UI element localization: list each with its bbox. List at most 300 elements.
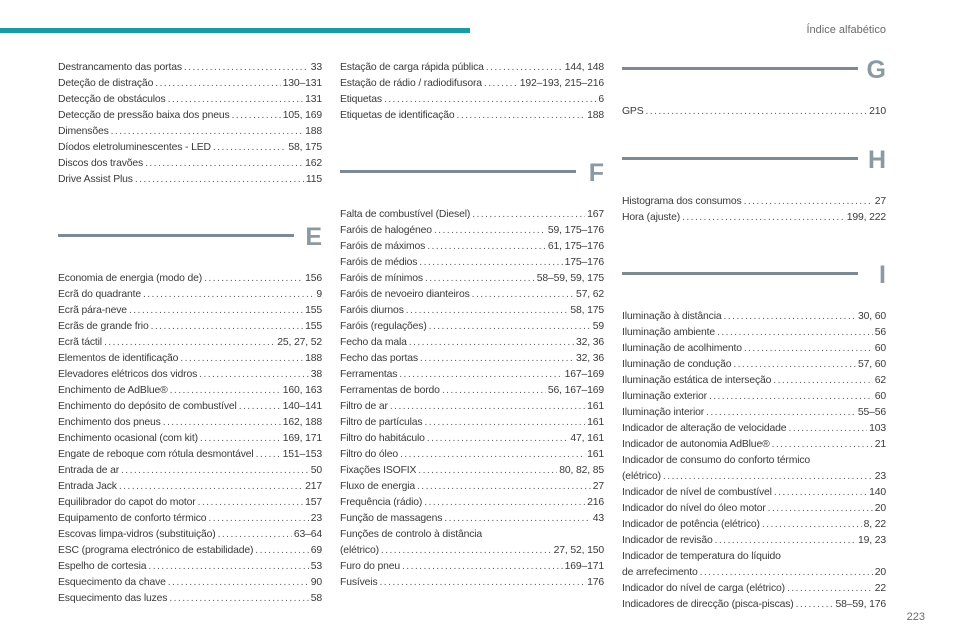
index-entry — [58, 271, 322, 287]
dot-leader — [135, 172, 304, 188]
entry-page-ref: 188 — [305, 353, 322, 364]
index-entry — [340, 367, 604, 383]
index-entry — [58, 399, 322, 415]
entry-page-ref: 115 — [305, 174, 322, 185]
index-entry — [58, 495, 322, 511]
index-entry — [340, 335, 604, 351]
dot-leader — [472, 207, 585, 223]
entry-term-continued: (elétrico) — [340, 545, 379, 556]
dot-leader — [484, 76, 518, 92]
entry-term: Deteção de distração — [58, 78, 154, 89]
index-entry — [58, 575, 322, 591]
index-entry — [622, 357, 886, 373]
index-entry — [58, 140, 322, 156]
entries-g — [622, 104, 886, 120]
index-entry — [622, 325, 886, 341]
section-letter: F — [588, 159, 604, 187]
index-column-3 — [622, 56, 886, 613]
entry-term: Estação de carga rápida pública — [340, 62, 484, 73]
dot-leader — [406, 303, 569, 319]
index-entry — [340, 76, 604, 92]
entry-page-ref: 56, 167–169 — [547, 385, 604, 396]
entry-page-ref: 59 — [592, 321, 604, 332]
index-entry — [340, 447, 604, 463]
entry-page-ref: 43 — [592, 513, 604, 524]
index-entry — [340, 575, 604, 591]
dot-leader — [111, 124, 303, 140]
dot-leader — [119, 479, 303, 495]
entry-page-ref: 144, 148 — [564, 62, 604, 73]
index-entry — [58, 335, 322, 351]
entry-page-ref: 103 — [869, 423, 886, 434]
index-entry — [622, 405, 886, 421]
section-rule — [622, 157, 858, 160]
dot-leader — [199, 367, 309, 383]
dot-leader — [717, 325, 873, 341]
section-letter: H — [867, 146, 886, 174]
index-entry — [340, 60, 604, 76]
dot-leader — [434, 223, 546, 239]
index-entry — [58, 319, 322, 335]
entry-page-ref: 155 — [305, 305, 322, 316]
dot-leader — [218, 527, 292, 543]
entry-page-ref: 9 — [316, 289, 322, 300]
index-entry — [58, 60, 322, 76]
index-entry — [340, 351, 604, 367]
dot-leader — [180, 351, 303, 367]
entries-i — [622, 309, 886, 613]
entry-term: Iluminação à distância — [622, 311, 722, 322]
entry-page-ref: 25, 27, 52 — [277, 337, 322, 348]
dot-leader — [151, 319, 304, 335]
entry-term: Frequência (rádio) — [340, 497, 423, 508]
dot-leader — [788, 421, 867, 437]
index-entry — [58, 172, 322, 188]
dot-leader — [472, 287, 574, 303]
entry-term: Filtro do óleo — [340, 449, 398, 460]
index-entry — [622, 597, 886, 613]
entry-term: Iluminação exterior — [622, 391, 707, 402]
dot-leader — [444, 511, 590, 527]
entries-h — [622, 194, 886, 226]
header-accent-bar — [0, 28, 470, 33]
entry-term: Filtro de partículas — [340, 417, 423, 428]
index-entry — [622, 517, 886, 533]
dot-leader — [409, 335, 574, 351]
entry-term: Faróis de halogéneo — [340, 225, 432, 236]
dot-leader — [768, 501, 873, 517]
entry-page-ref: 22 — [874, 583, 886, 594]
dot-leader — [420, 351, 574, 367]
entry-term: Filtro do habitáculo — [340, 433, 425, 444]
index-entry — [58, 591, 322, 607]
dot-leader — [198, 495, 304, 511]
index-entry — [340, 223, 604, 239]
dot-leader — [424, 415, 585, 431]
entries-e — [58, 271, 322, 607]
entry-term: Detecção de obstáculos — [58, 94, 166, 105]
entry-term: Iluminação de condução — [622, 359, 732, 370]
entry-term: Faróis diurnos — [340, 305, 404, 316]
dot-leader — [239, 399, 281, 415]
entry-page-ref: 157 — [305, 497, 322, 508]
entry-page-ref: 155 — [305, 321, 322, 332]
entry-page-ref: 58–59, 59, 175 — [536, 273, 604, 284]
entry-term: Faróis (regulações) — [340, 321, 427, 332]
entry-term: Faróis de máximos — [340, 241, 426, 252]
index-entry — [58, 383, 322, 399]
entry-page-ref: 188 — [587, 110, 604, 121]
dot-leader — [663, 469, 873, 485]
dot-leader — [184, 60, 309, 76]
dot-leader — [762, 517, 862, 533]
entry-page-ref: 23 — [874, 471, 886, 482]
entry-term: Elevadores elétricos dos vidros — [58, 369, 198, 380]
entry-term: Discos dos travões — [58, 158, 144, 169]
dot-leader — [774, 485, 867, 501]
dot-leader — [772, 437, 873, 453]
index-entry — [340, 287, 604, 303]
entry-page-ref: 216 — [587, 497, 604, 508]
entry-page-ref: 130–131 — [282, 78, 322, 89]
entry-term: Economia de energia (modo de) — [58, 273, 203, 284]
dot-leader — [168, 92, 304, 108]
entry-term: Destrancamento das portas — [58, 62, 182, 73]
entry-page-ref: 53 — [310, 561, 322, 572]
index-entry — [340, 415, 604, 431]
entry-term: Equilibrador do capot do motor — [58, 497, 196, 508]
entry-page-ref: 188 — [305, 126, 322, 137]
entry-page-ref: 27 — [592, 481, 604, 492]
dot-leader — [486, 60, 563, 76]
entry-term-continued: de arrefecimento — [622, 567, 698, 578]
entry-page-ref: 57, 60 — [858, 359, 886, 370]
section-letter: I — [879, 261, 886, 289]
entry-term: Espelho de cortesia — [58, 561, 147, 572]
index-column-1 — [58, 60, 322, 607]
entry-term: Etiquetas de identificação — [340, 110, 455, 121]
entry-term: Faróis de nevoeiro dianteiros — [340, 289, 470, 300]
section-letter: E — [305, 223, 322, 251]
entry-page-ref: 32, 36 — [576, 337, 604, 348]
entry-term: Ecrã do quadrante — [58, 289, 141, 300]
entry-term: Fusíveis — [340, 577, 378, 588]
index-entry — [622, 389, 886, 405]
dot-leader — [104, 335, 275, 351]
section-header-i — [622, 251, 886, 309]
entry-page-ref: 19, 23 — [858, 535, 886, 546]
index-entry — [58, 156, 322, 172]
dot-leader — [200, 431, 281, 447]
entry-page-ref: 27 — [874, 196, 886, 207]
dot-leader — [700, 565, 873, 581]
entry-page-ref: 105, 169 — [282, 110, 322, 121]
entry-term: Enchimento de AdBlue® — [58, 385, 168, 396]
index-entry — [58, 287, 322, 303]
entry-term: Ecrãs de grande frio — [58, 321, 149, 332]
entry-term: Filtro de ar — [340, 401, 388, 412]
index-entry — [58, 108, 322, 124]
entry-term: Iluminação ambiente — [622, 327, 716, 338]
entry-term: Ecrã táctil — [58, 337, 102, 348]
dot-leader — [384, 92, 596, 108]
index-entry — [340, 319, 604, 335]
dot-leader — [381, 543, 552, 559]
entry-page-ref: 56 — [874, 327, 886, 338]
entry-page-ref: 140–141 — [282, 401, 322, 412]
entry-term: Indicadores de direcção (pisca-piscas) — [622, 599, 794, 610]
entry-page-ref: 80, 82, 85 — [559, 465, 604, 476]
dot-leader — [457, 108, 586, 124]
index-entry — [340, 383, 604, 399]
index-entry — [58, 76, 322, 92]
dot-leader — [208, 511, 308, 527]
index-entry — [58, 511, 322, 527]
entry-term: ESC (programa electrónico de estabilidade) — [58, 545, 254, 556]
dot-leader — [773, 373, 872, 389]
entry-term: Indicador de consumo do conforto térmico — [622, 455, 811, 466]
index-entry — [622, 421, 886, 437]
index-entry — [622, 104, 886, 120]
entries-d — [58, 60, 322, 188]
entry-page-ref: 21 — [874, 439, 886, 450]
entry-term: Fixações ISOFIX — [340, 465, 417, 476]
index-entry — [340, 108, 604, 124]
entry-page-ref: 199, 222 — [846, 212, 886, 223]
entry-page-ref: 63–64 — [293, 529, 322, 540]
index-entry — [340, 479, 604, 495]
dot-leader — [709, 389, 873, 405]
dot-leader — [129, 303, 303, 319]
entry-page-ref: 162 — [305, 158, 322, 169]
dot-leader — [724, 309, 856, 325]
entries-e-cont — [340, 60, 604, 124]
entry-term: Escovas limpa-vidros (substituição) — [58, 529, 216, 540]
entry-page-ref: 47, 161 — [570, 433, 604, 444]
index-entry — [622, 437, 886, 453]
index-entry — [58, 92, 322, 108]
entry-term: Iluminação interior — [622, 407, 705, 418]
entry-page-ref: 167–169 — [564, 369, 604, 380]
entry-term: Entrada de ar — [58, 465, 120, 476]
entry-term: Dimensões — [58, 126, 109, 137]
index-entry — [340, 271, 604, 287]
section-rule — [58, 234, 294, 237]
page-number: 223 — [906, 611, 925, 623]
index-entry — [340, 431, 604, 447]
entry-page-ref: 8, 22 — [863, 519, 886, 530]
section-header-g — [622, 46, 886, 104]
entry-page-ref: 210 — [869, 106, 886, 117]
section-rule — [622, 67, 858, 70]
entry-page-ref: 62 — [874, 375, 886, 386]
section-rule — [622, 272, 858, 275]
entry-page-ref: 161 — [587, 449, 604, 460]
index-entry — [58, 351, 322, 367]
entry-page-ref: 156 — [305, 273, 322, 284]
dot-leader — [204, 271, 303, 287]
dot-leader — [427, 239, 546, 255]
index-entry — [622, 210, 886, 226]
entry-page-ref: 160, 163 — [282, 385, 322, 396]
section-letter: G — [866, 56, 886, 84]
entry-page-ref: 161 — [587, 417, 604, 428]
index-entry — [340, 399, 604, 415]
dot-leader — [424, 495, 585, 511]
dot-leader — [163, 415, 281, 431]
index-entry — [622, 501, 886, 517]
entry-term: Faróis de mínimos — [340, 273, 423, 284]
entry-page-ref: 69 — [310, 545, 322, 556]
index-entry — [58, 367, 322, 383]
entry-page-ref: 57, 62 — [576, 289, 604, 300]
entry-term: GPS — [622, 106, 644, 117]
entry-term: Falta de combustível (Diesel) — [340, 209, 471, 220]
entry-term: Função de massagens — [340, 513, 443, 524]
entry-term: Ferramentas de bordo — [340, 385, 440, 396]
entry-page-ref: 60 — [874, 343, 886, 354]
entry-page-ref: 176 — [587, 577, 604, 588]
entry-page-ref: 58–59, 176 — [835, 599, 886, 610]
index-entry — [58, 447, 322, 463]
dot-leader — [417, 479, 591, 495]
entry-term: Indicador de revisão — [622, 535, 713, 546]
index-entry — [340, 207, 604, 223]
index-entry — [622, 453, 886, 485]
entry-term: Fluxo de energia — [340, 481, 416, 492]
entry-term: Detecção de pressão baixa dos pneus — [58, 110, 230, 121]
index-entry — [58, 124, 322, 140]
entry-page-ref: 167 — [587, 209, 604, 220]
dot-leader — [255, 543, 308, 559]
index-entry — [340, 559, 604, 575]
index-entry — [58, 431, 322, 447]
index-entry — [58, 303, 322, 319]
entry-page-ref: 169–171 — [564, 561, 604, 572]
entry-term: Engate de reboque com rótula desmontável — [58, 449, 254, 460]
dot-leader — [429, 319, 591, 335]
entry-term: Indicador de autonomia AdBlue® — [622, 439, 770, 450]
dot-leader — [706, 405, 856, 421]
dot-leader — [148, 559, 308, 575]
index-entry — [340, 495, 604, 511]
entry-page-ref: 58, 175 — [288, 142, 322, 153]
entry-term: Díodos eletroluminescentes - LED — [58, 142, 211, 153]
dot-leader — [787, 581, 873, 597]
dot-leader — [427, 431, 569, 447]
entry-page-ref: 60 — [874, 391, 886, 402]
entry-term: Fecho da mala — [340, 337, 407, 348]
entry-page-ref: 175–176 — [564, 257, 604, 268]
dot-leader — [442, 383, 546, 399]
entry-page-ref: 161 — [587, 401, 604, 412]
entry-term: Indicador de temperatura do líquido — [622, 551, 781, 562]
entry-page-ref: 192–193, 215–216 — [519, 78, 604, 89]
dot-leader — [419, 255, 562, 271]
entry-term: Funções de controlo à distância — [340, 529, 483, 540]
entry-term: Faróis de médios — [340, 257, 418, 268]
entry-page-ref: 6 — [598, 94, 604, 105]
dot-leader — [733, 357, 856, 373]
entry-page-ref: 33 — [310, 62, 322, 73]
entry-term: Ferramentas — [340, 369, 398, 380]
entry-term: Esquecimento das luzes — [58, 593, 168, 604]
entry-term: Indicador do nível do óleo motor — [622, 503, 766, 514]
index-entry — [340, 303, 604, 319]
dot-leader — [796, 597, 834, 613]
dot-leader — [169, 591, 308, 607]
entry-page-ref: 23 — [310, 513, 322, 524]
index-entry — [58, 527, 322, 543]
dot-leader — [399, 367, 562, 383]
dot-leader — [646, 104, 868, 120]
entry-page-ref: 59, 175–176 — [547, 225, 604, 236]
entry-term: Entrada Jack — [58, 481, 117, 492]
dot-leader — [168, 575, 309, 591]
index-entry — [340, 463, 604, 479]
entry-page-ref: 131 — [305, 94, 322, 105]
section-header-f — [340, 149, 604, 207]
dot-leader — [744, 194, 873, 210]
entry-term: Iluminação estática de interseção — [622, 375, 772, 386]
entry-term: Enchimento do depósito de combustível — [58, 401, 237, 412]
entry-page-ref: 90 — [310, 577, 322, 588]
entry-term: Indicador de alteração de velocidade — [622, 423, 787, 434]
dot-leader — [143, 287, 314, 303]
entries-f — [340, 207, 604, 591]
dot-leader — [256, 447, 281, 463]
index-entry — [622, 194, 886, 210]
index-entry — [58, 463, 322, 479]
index-entry — [58, 543, 322, 559]
index-entry — [340, 511, 604, 527]
index-entry — [622, 485, 886, 501]
section-header-h — [622, 136, 886, 194]
entry-page-ref: 20 — [874, 503, 886, 514]
dot-leader — [744, 341, 873, 357]
entry-page-ref: 27, 52, 150 — [553, 545, 604, 556]
index-entry — [622, 533, 886, 549]
index-entry — [340, 255, 604, 271]
dot-leader — [682, 210, 845, 226]
entry-page-ref: 162, 188 — [282, 417, 322, 428]
section-header-e — [58, 213, 322, 271]
entry-page-ref: 58 — [310, 593, 322, 604]
entry-term: Estação de rádio / radiodifusora — [340, 78, 482, 89]
entry-page-ref: 140 — [869, 487, 886, 498]
dot-leader — [400, 447, 585, 463]
dot-leader — [155, 76, 280, 92]
dot-leader — [145, 156, 303, 172]
entry-page-ref: 50 — [310, 465, 322, 476]
dot-leader — [213, 140, 287, 156]
entry-term: Histograma dos consumos — [622, 196, 742, 207]
dot-leader — [121, 463, 309, 479]
entry-page-ref: 169, 171 — [282, 433, 322, 444]
section-rule — [340, 170, 576, 173]
entry-page-ref: 38 — [310, 369, 322, 380]
entry-term: Drive Assist Plus — [58, 174, 133, 185]
entry-term: Ecrã pára-neve — [58, 305, 127, 316]
index-entry — [58, 559, 322, 575]
index-entry — [58, 479, 322, 495]
entry-term-continued: (elétrico) — [622, 471, 661, 482]
index-entry — [622, 581, 886, 597]
entry-term: Iluminação de acolhimento — [622, 343, 742, 354]
entry-term: Indicador do nível de carga (elétrico) — [622, 583, 785, 594]
entry-page-ref: 20 — [874, 567, 886, 578]
dot-leader — [390, 399, 585, 415]
